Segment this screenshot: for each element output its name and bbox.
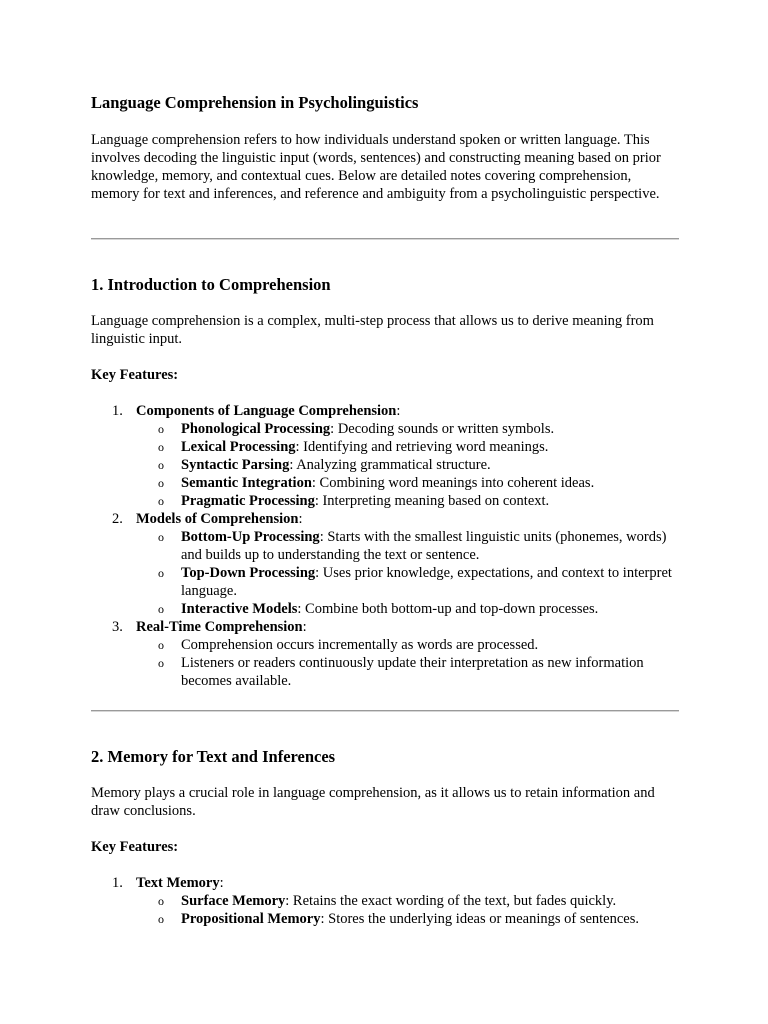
bullet-icon: o bbox=[158, 912, 164, 926]
intro-paragraph: Language comprehension refers to how individuals understand spoken or written language. This involves decoding the linguistic input (words, sentences) and constructing meaning based on prior knowledge, memory, and contextual cues. Below are detailed notes covering comprehension, memory for text and inferences, and reference and ambiguity from a psycholinguistic perspective. bbox=[91, 132, 661, 202]
features-list bbox=[91, 402, 681, 690]
sub-list-item bbox=[136, 892, 681, 910]
item-term: Real-Time Comprehension bbox=[136, 619, 303, 635]
key-features-label: Key Features: bbox=[91, 367, 179, 383]
features-list bbox=[91, 874, 681, 928]
list-number: 1. bbox=[112, 403, 123, 419]
item-suffix: : bbox=[219, 875, 224, 891]
sub-list-item bbox=[136, 492, 681, 510]
section-divider bbox=[91, 238, 679, 240]
sub-term: Bottom-Up Processing bbox=[181, 529, 320, 545]
item-suffix: : bbox=[302, 619, 307, 635]
sub-list bbox=[136, 528, 681, 618]
sub-list-item bbox=[136, 600, 681, 618]
sub-term: Interactive Models bbox=[181, 601, 298, 617]
sub-text: Listeners or readers continuously update their interpretation as new information becomes available. bbox=[181, 655, 644, 689]
sub-list-item bbox=[136, 456, 681, 474]
bullet-icon: o bbox=[158, 476, 164, 490]
list-item bbox=[91, 874, 681, 928]
sub-text: : Combine both bottom-up and top-down processes. bbox=[297, 601, 599, 617]
sub-text: : Stores the underlying ideas or meanings of sentences. bbox=[320, 911, 640, 927]
sub-term: Semantic Integration bbox=[181, 475, 312, 491]
sub-text: : Interpreting meaning based on context. bbox=[314, 493, 550, 509]
sub-list-item bbox=[136, 564, 681, 600]
section-description: Memory plays a crucial role in language comprehension, as it allows us to retain information and draw conclusions. bbox=[91, 785, 655, 819]
sub-text: : Identifying and retrieving word meanings. bbox=[295, 439, 549, 455]
sub-list-item bbox=[136, 636, 681, 654]
sub-list-item bbox=[136, 438, 681, 456]
sub-term: Syntactic Parsing bbox=[181, 457, 290, 473]
sub-text: : Uses prior knowledge, expectations, and context to interpret language. bbox=[181, 565, 672, 599]
section-heading: 2. Memory for Text and Inferences bbox=[91, 747, 336, 766]
sub-text: : Analyzing grammatical structure. bbox=[289, 457, 491, 473]
section-divider bbox=[91, 710, 679, 712]
sub-list bbox=[136, 892, 681, 928]
sub-list-item bbox=[136, 910, 681, 928]
sub-list bbox=[136, 636, 681, 690]
sub-list-item bbox=[136, 474, 681, 492]
sub-list-item bbox=[136, 420, 681, 438]
list-number: 1. bbox=[112, 875, 123, 891]
bullet-icon: o bbox=[158, 458, 164, 472]
list-item bbox=[91, 402, 681, 510]
section-heading: 1. Introduction to Comprehension bbox=[91, 275, 331, 294]
sub-term: Top-Down Processing bbox=[181, 565, 316, 581]
sub-text: : Combining word meanings into coherent ideas. bbox=[311, 475, 595, 491]
document-title: Language Comprehension in Psycholinguistics bbox=[91, 93, 419, 112]
bullet-icon: o bbox=[158, 894, 164, 908]
item-term: Text Memory bbox=[136, 875, 220, 891]
sub-text: : Retains the exact wording of the text, but fades quickly. bbox=[285, 893, 617, 909]
sub-list-item bbox=[136, 528, 681, 564]
list-item bbox=[91, 618, 681, 690]
sub-term: Propositional Memory bbox=[181, 911, 321, 927]
sub-term: Phonological Processing bbox=[181, 421, 331, 437]
bullet-icon: o bbox=[158, 566, 164, 580]
sub-list bbox=[136, 420, 681, 510]
sub-text: Comprehension occurs incrementally as words are processed. bbox=[181, 637, 539, 653]
bullet-icon: o bbox=[158, 638, 164, 652]
sub-term: Surface Memory bbox=[181, 893, 286, 909]
sub-term: Pragmatic Processing bbox=[181, 493, 315, 509]
list-item bbox=[91, 510, 681, 618]
sub-text: : Decoding sounds or written symbols. bbox=[330, 421, 555, 437]
bullet-icon: o bbox=[158, 530, 164, 544]
list-number: 3. bbox=[112, 619, 123, 635]
sub-term: Lexical Processing bbox=[181, 439, 296, 455]
bullet-icon: o bbox=[158, 422, 164, 436]
section-description: Language comprehension is a complex, multi-step process that allows us to derive meaning from linguistic input. bbox=[91, 313, 654, 347]
bullet-icon: o bbox=[158, 656, 164, 670]
item-term: Components of Language Comprehension bbox=[136, 403, 397, 419]
item-suffix: : bbox=[396, 403, 401, 419]
sub-list-item bbox=[136, 654, 681, 690]
list-number: 2. bbox=[112, 511, 123, 527]
bullet-icon: o bbox=[158, 494, 164, 508]
item-term: Models of Comprehension bbox=[136, 511, 299, 527]
bullet-icon: o bbox=[158, 602, 164, 616]
sub-text: : Starts with the smallest linguistic units (phonemes, words) and builds up to understanding the text or sentence. bbox=[181, 529, 667, 563]
key-features-label: Key Features: bbox=[91, 839, 179, 855]
item-suffix: : bbox=[298, 511, 303, 527]
bullet-icon: o bbox=[158, 440, 164, 454]
